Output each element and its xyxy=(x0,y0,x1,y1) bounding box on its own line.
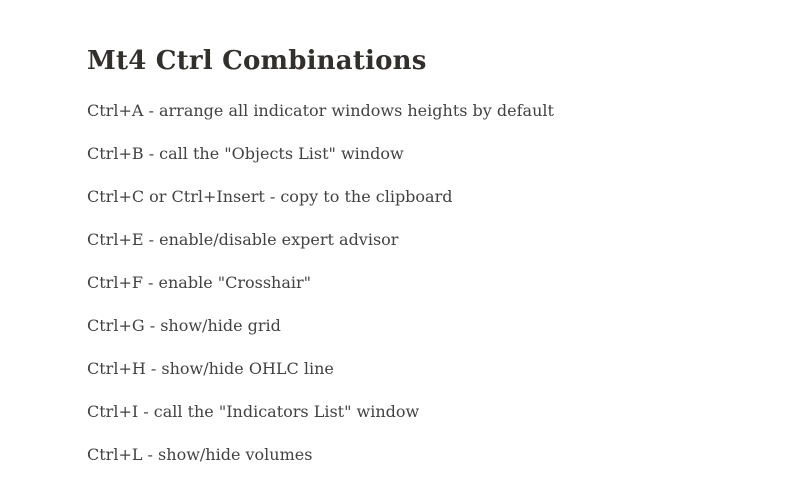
shortcut-line-ctrl-f: Ctrl+F - enable "Crosshair" xyxy=(87,273,312,292)
shortcut-line-ctrl-e: Ctrl+E - enable/disable expert advisor xyxy=(87,230,399,249)
shortcut-line-ctrl-c: Ctrl+C or Ctrl+Insert - copy to the clipboard xyxy=(87,187,453,206)
shortcut-line-ctrl-b: Ctrl+B - call the "Objects List" window xyxy=(87,144,404,163)
shortcut-line-ctrl-h: Ctrl+H - show/hide OHLC line xyxy=(87,359,334,378)
shortcut-line-ctrl-i: Ctrl+I - call the "Indicators List" window xyxy=(87,402,420,421)
page-title: Mt4 Ctrl Combinations xyxy=(87,46,427,76)
shortcut-line-ctrl-a: Ctrl+A - arrange all indicator windows heights by default xyxy=(87,101,554,120)
shortcut-line-ctrl-g: Ctrl+G - show/hide grid xyxy=(87,316,281,335)
shortcut-line-ctrl-l: Ctrl+L - show/hide volumes xyxy=(87,445,313,464)
